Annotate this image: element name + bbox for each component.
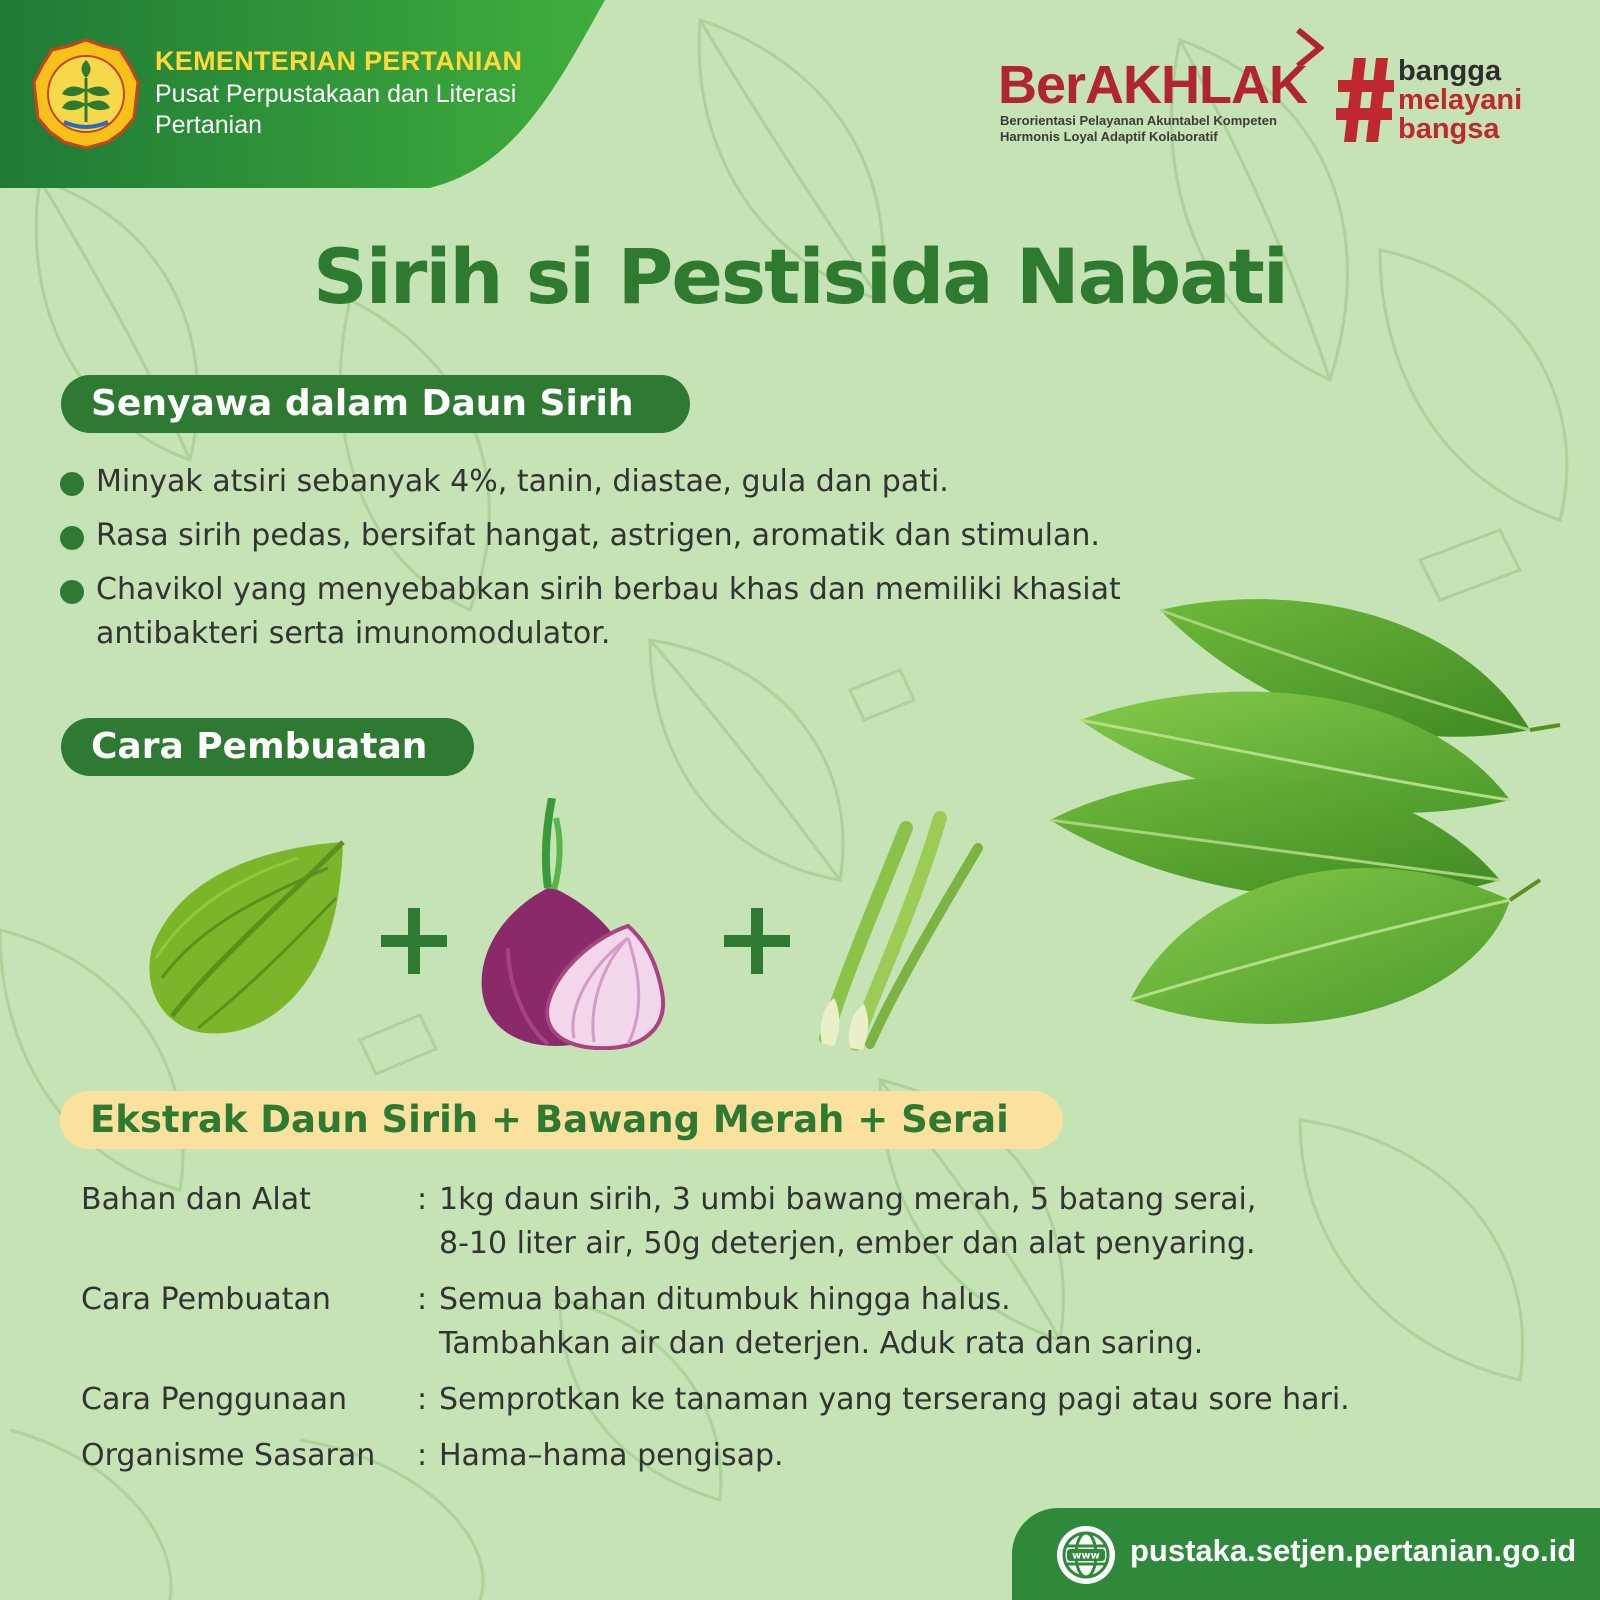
detail-row-materials: [81, 1178, 1561, 1266]
detail-row-target: [81, 1434, 1561, 1478]
berakhlak-logo: [998, 28, 1328, 158]
detail-label: Cara Pembuatan: [81, 1282, 331, 1317]
detail-label: Cara Penggunaan: [81, 1382, 347, 1417]
detail-colon: :: [417, 1282, 428, 1317]
bullet-icon: [60, 472, 84, 496]
detail-row-method: [81, 1278, 1561, 1366]
detail-table: [81, 1178, 1561, 1490]
compound-text: Rasa sirih pedas, bersifat hangat, astrigen, aromatik dan stimulan.: [96, 518, 1100, 553]
list-item: [60, 514, 1230, 558]
detail-label: Organisme Sasaran: [81, 1438, 376, 1473]
shallot-icon: [478, 798, 668, 1050]
bullet-icon: [60, 526, 84, 550]
plus-icon: [381, 908, 447, 974]
detail-row-usage: [81, 1378, 1561, 1422]
berakhlak-tagline-1: Berorientasi Pelayanan Akuntabel Kompeten: [1000, 113, 1277, 128]
list-item: [60, 568, 1156, 656]
process-heading: Cara Pembuatan: [61, 718, 474, 776]
website-link[interactable]: pustaka.setjen.pertanian.go.id: [1130, 1533, 1577, 1568]
page-title: Sirih si Pestisida Nabati: [313, 232, 1287, 321]
bullet-icon: [60, 580, 84, 604]
compound-text: Minyak atsiri sebanyak 4%, tanin, diastae, gula dan pati.: [96, 464, 949, 499]
bangga-text: bangga: [1398, 55, 1502, 87]
list-item: [60, 460, 1230, 504]
svg-text:www: www: [1072, 1550, 1100, 1562]
extract-formula: Ekstrak Daun Sirih + Bawang Merah + Serai: [60, 1091, 1063, 1149]
detail-value-line: Hama–hama pengisap.: [439, 1438, 784, 1473]
berakhlak-wordmark: BerAKHLAK: [998, 55, 1308, 115]
melayani-text: melayani: [1398, 84, 1523, 116]
chevron-right-icon: [1294, 28, 1324, 68]
ministry-unit: Pusat Perpustakaan dan Literasi Pertanian: [155, 80, 517, 139]
hashtag-icon: [1336, 58, 1396, 142]
ministry-name: KEMENTERIAN PERTANIAN: [155, 46, 523, 76]
detail-value-line: 1kg daun sirih, 3 umbi bawang merah, 5 batang serai,: [439, 1182, 1257, 1217]
bangsa-text: bangsa: [1398, 113, 1500, 145]
detail-label: Bahan dan Alat: [81, 1182, 311, 1217]
detail-colon: :: [417, 1438, 428, 1473]
betel-leaves-image: [1040, 580, 1570, 1080]
detail-value-line: Semua bahan ditumbuk hingga halus.: [439, 1282, 1011, 1317]
compound-text: Chavikol yang menyebabkan sirih berbau khas dan memiliki khasiat antibakteri serta imunomodulator.: [96, 572, 1121, 651]
compounds-heading: Senyawa dalam Daun Sirih: [61, 375, 690, 433]
detail-value-line: 8-10 liter air, 50g deterjen, ember dan alat penyaring.: [439, 1226, 1256, 1261]
plus-icon: [724, 908, 790, 974]
detail-value-line: Semprotkan ke tanaman yang terserang pagi atau sore hari.: [439, 1382, 1350, 1417]
berakhlak-tagline-2: Harmonis Loyal Adaptif Kolaboratif: [1000, 129, 1218, 144]
ministry-logo-icon: [30, 38, 142, 150]
lemongrass-icon: [810, 808, 990, 1052]
detail-colon: :: [417, 1382, 428, 1417]
detail-colon: :: [417, 1182, 428, 1217]
betel-leaf-icon: [138, 838, 348, 1038]
detail-value-line: Tambahkan air dan deterjen. Aduk rata dan saring.: [439, 1326, 1204, 1361]
globe-www-icon: [1055, 1524, 1117, 1586]
